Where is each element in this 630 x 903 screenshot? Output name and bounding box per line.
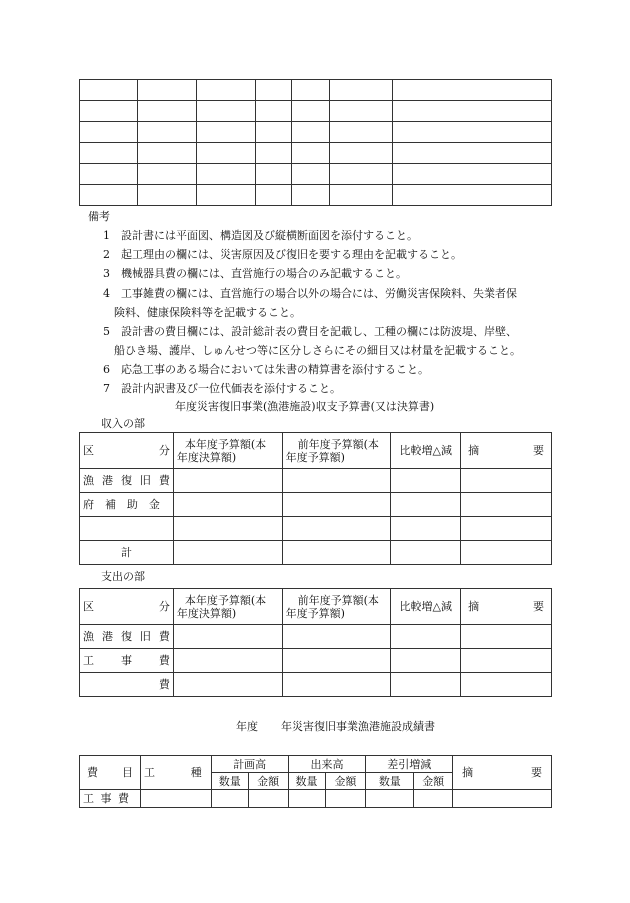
table-row: [80, 122, 552, 143]
table-cell: [137, 185, 196, 206]
table-cell: [137, 101, 196, 122]
remarks-header: 摘 要: [461, 589, 552, 625]
done-qty-header: 数量: [288, 773, 325, 790]
note-item: 3 機械器具費の欄には、直営施行の場合のみ記載すること。: [103, 267, 407, 280]
table-cell: [255, 143, 291, 164]
results-header-row: [80, 756, 552, 773]
table-cell: [80, 101, 138, 122]
results-table: [79, 755, 552, 808]
table-cell: [393, 101, 552, 122]
table-cell: [196, 143, 255, 164]
table-cell: [330, 122, 393, 143]
expense-table: [79, 588, 552, 697]
table-cell: [291, 185, 330, 206]
note-item: 6 応急工事のある場合においては朱書の精算書を添付すること。: [103, 363, 429, 376]
table-cell: [291, 143, 330, 164]
results-title: 年度 年災害復旧事業漁港施設成績書: [236, 720, 435, 733]
table-cell: [196, 122, 255, 143]
kubun-header: 区 分: [80, 589, 174, 625]
table-cell: [196, 185, 255, 206]
table-cell: [393, 164, 552, 185]
done-header: 出来高: [288, 756, 366, 773]
table-row: [80, 673, 552, 697]
table-row: [80, 143, 552, 164]
note-item: 7 設計内訳書及び一位代価表を添付すること。: [103, 382, 341, 395]
table-cell: [291, 101, 330, 122]
current-budget-header: 本年度予算額(本 年度決算額): [173, 589, 282, 625]
previous-budget-header: 前年度予算額(本 年度予算額): [282, 589, 391, 625]
expense-section-label: 支出の部: [101, 570, 145, 583]
table-cell: [291, 80, 330, 101]
table-cell: [393, 185, 552, 206]
table-cell: [330, 143, 393, 164]
diff-header: 比較増△減: [391, 433, 461, 469]
table-cell: [330, 164, 393, 185]
table-row: [80, 469, 552, 493]
table-cell: [137, 122, 196, 143]
table-cell: [255, 122, 291, 143]
table-cell: [137, 143, 196, 164]
income-section-label: 収入の部: [101, 417, 145, 430]
table-cell: [393, 143, 552, 164]
koshu-header: 工 種: [140, 756, 211, 790]
table-cell: [330, 80, 393, 101]
table-cell: [255, 164, 291, 185]
row-label-gyoko-fukkyu: 漁 港 復 旧 費: [80, 469, 174, 493]
design-grid-table: [79, 79, 552, 206]
remarks-header: 摘 要: [453, 756, 552, 790]
table-cell: [255, 185, 291, 206]
table-row: [80, 541, 552, 565]
table-cell: [255, 80, 291, 101]
diff-amount-header: 金額: [414, 773, 453, 790]
table-cell: [80, 80, 138, 101]
table-row: [80, 80, 552, 101]
note-item: 1 設計書には平面図、構造図及び縦横断面図を添付すること。: [103, 229, 418, 242]
table-cell: [393, 80, 552, 101]
notes-heading: 備考: [88, 210, 110, 223]
kubun-header: 区 分: [80, 433, 174, 469]
row-label-kojihi: 工 事 費: [80, 649, 174, 673]
table-cell: [291, 122, 330, 143]
budget-title: 年度災害復旧事業(漁港施設)収支予算書(又は決算書): [175, 400, 435, 413]
table-row: [80, 164, 552, 185]
table-cell: [80, 122, 138, 143]
plan-qty-header: 数量: [211, 773, 248, 790]
diff-qty-header: 数量: [366, 773, 414, 790]
previous-budget-header: 前年度予算額(本 年度予算額): [282, 433, 391, 469]
expense-header-row: [80, 589, 552, 625]
row-label-fu-hojo: 府 補 助 金: [80, 493, 174, 517]
row-label-hi: 費: [80, 673, 174, 697]
table-cell: [291, 164, 330, 185]
diff-header: 差引増減: [366, 756, 453, 773]
row-label-kojihi: 工 事 費: [80, 790, 141, 808]
income-header-row: [80, 433, 552, 469]
note-item: 4 工事雑費の欄には、直営施行の場合以外の場合には、労働災害保険料、失業者保: [103, 287, 517, 300]
table-cell: [137, 164, 196, 185]
table-row: [80, 101, 552, 122]
table-cell: [330, 185, 393, 206]
table-cell: [80, 143, 138, 164]
current-budget-header: 本年度予算額(本 年度決算額): [173, 433, 282, 469]
plan-amount-header: 金額: [248, 773, 288, 790]
table-row: [80, 625, 552, 649]
table-cell: [80, 164, 138, 185]
plan-header: 計画高: [211, 756, 288, 773]
table-cell: [393, 122, 552, 143]
table-cell: [330, 101, 393, 122]
note-item: 船ひき場、護岸、しゅんせつ等に区分しさらにその細目又は材量を記載すること。: [114, 344, 521, 357]
table-row: [80, 185, 552, 206]
done-amount-header: 金額: [325, 773, 366, 790]
table-cell: [137, 80, 196, 101]
table-cell: [196, 101, 255, 122]
table-cell: [196, 164, 255, 185]
note-item: 5 設計書の費目欄には、設計総計表の費目を記載し、工種の欄には防波堤、岸壁、: [103, 325, 517, 338]
table-row: [80, 790, 552, 808]
diff-header: 比較増△減: [391, 589, 461, 625]
table-cell: [196, 80, 255, 101]
table-cell: [255, 101, 291, 122]
row-label-gyoko-fukkyu: 漁 港 復 旧 費: [80, 625, 174, 649]
note-item: 険料、健康保険料等を記載すること。: [114, 306, 301, 319]
table-cell: [80, 185, 138, 206]
himoku-header: 費 目: [80, 756, 141, 790]
row-label-total: 計: [80, 541, 174, 565]
table-row: [80, 493, 552, 517]
remarks-header: 摘 要: [461, 433, 552, 469]
income-table: [79, 432, 552, 565]
table-row: [80, 517, 552, 541]
note-item: 2 起工理由の欄には、災害原因及び復旧を要する理由を記載すること。: [103, 248, 462, 261]
table-row: [80, 649, 552, 673]
